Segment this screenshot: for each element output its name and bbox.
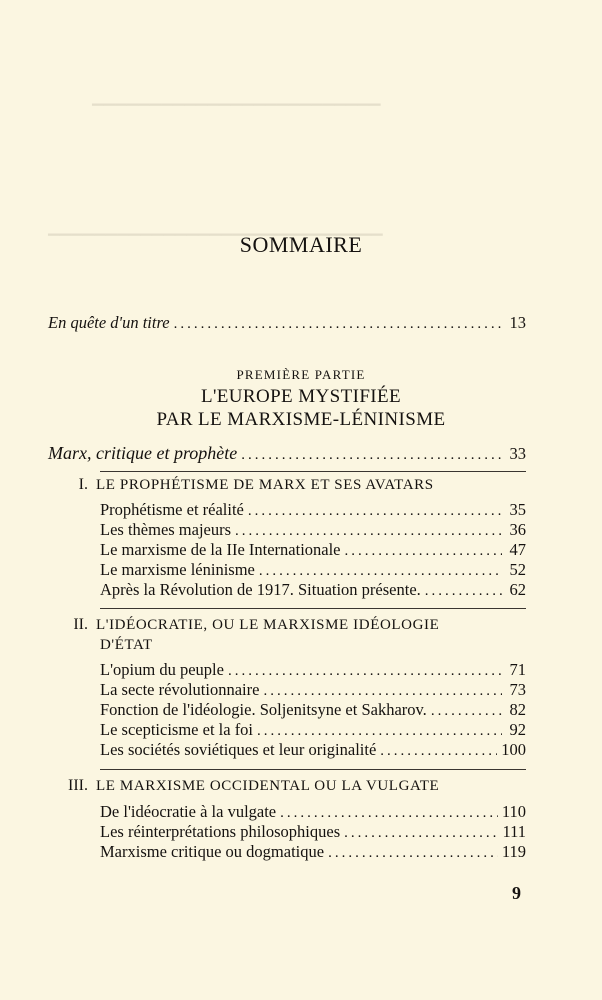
dot-leader [174,314,502,334]
toc-entry-page: 33 [509,444,526,463]
dot-leader [248,501,502,521]
toc-entry-section[interactable] [48,443,526,465]
toc-entry-label: Les sociétés soviétiques et leur originalité [100,740,377,759]
toc-entry-page: 119 [501,842,526,861]
toc-entry-label: La secte révolutionnaire [100,680,260,699]
page-number: 9 [512,883,521,903]
chapter-heading[interactable] [48,476,434,494]
toc-entry[interactable] [100,560,526,581]
page-title: SOMMAIRE [239,232,363,257]
toc-entry[interactable] [100,680,526,701]
toc-entry-page: 47 [509,540,526,559]
toc-entry-label: Les réinterprétations philosophiques [100,822,341,841]
toc-entry-page: 52 [509,560,526,579]
toc-entry-label: Après la Révolution de 1917. Situation présente. [100,580,421,599]
toc-entry-page: 35 [509,500,526,519]
chapter-title: LE MARXISME OCCIDENTAL OU LA VULGATE [96,778,440,794]
toc-entry-page: 13 [509,313,526,332]
toc-entry-label: En quête d'un titre [48,313,170,332]
dot-leader [344,823,498,843]
divider [100,471,526,472]
dot-leader [257,721,502,741]
toc-entry-label: De l'idéocratie à la vulgate [100,802,277,821]
dot-leader [425,581,502,601]
part-title-line1: L'EUROPE MYSTIFIÉE [200,386,402,407]
chapter-number: II. [73,616,88,633]
toc-entry[interactable] [100,822,526,843]
dot-leader [328,843,498,863]
toc-entry-label: Fonction de l'idéologie. Soljenitsyne et Sakharov. [100,700,427,719]
toc-entry[interactable] [100,540,526,561]
toc-entry-page: 110 [501,802,526,821]
toc-entry-label: Le marxisme de la IIe Internationale [100,540,341,559]
dot-leader [263,681,502,701]
part-title-line2: PAR LE MARXISME-LÉNINISME [156,409,446,430]
dot-leader [280,803,498,823]
chapter-title: LE PROPHÉTISME DE MARX ET SES AVATARS [96,477,434,493]
toc-entry[interactable] [100,740,526,761]
divider [100,608,526,609]
toc-entry[interactable] [100,842,526,863]
dot-leader [241,445,502,465]
chapter-heading[interactable] [48,777,439,795]
part-label: PREMIÈRE PARTIE [236,367,366,382]
dot-leader [380,741,497,761]
dot-leader [228,661,502,681]
toc-entry-page: 36 [509,520,526,539]
toc-entry[interactable] [100,660,526,681]
chapter-title-continuation [100,637,153,654]
chapter-heading[interactable] [48,616,439,634]
toc-entry-page: 73 [509,680,526,699]
divider [100,769,526,770]
toc-entry[interactable] [100,720,526,741]
toc-entry-page: 100 [501,740,526,759]
toc-entry-label: Marx, critique et prophète [48,443,238,463]
toc-entry-page: 82 [509,700,526,719]
toc-entry[interactable] [100,500,526,521]
toc-entry-label: Les thèmes majeurs [100,520,232,539]
chapter-title-line2: D'ÉTAT [100,637,153,653]
toc-entry[interactable] [100,802,526,823]
bleed-through-text: ▁▁▁▁▁▁▁▁▁▁▁▁▁▁▁▁▁▁▁▁▁▁▁▁▁ [92,90,381,106]
toc-entry-page: 111 [502,822,526,841]
toc-entry-intro[interactable] [48,313,526,334]
toc-entry-page: 92 [509,720,526,739]
toc-entry-label: Le scepticisme et la foi [100,720,254,739]
toc-entry-label: Prophétisme et réalité [100,500,244,519]
toc-entry-page: 62 [509,580,526,599]
toc-entry-label: L'opium du peuple [100,660,224,679]
dot-leader [345,541,502,561]
dot-leader [259,561,502,581]
toc-entry[interactable] [100,520,526,541]
toc-entry-label: Le marxisme léninisme [100,560,255,579]
chapter-number: III. [68,777,88,794]
bleed-through-text: ▁▁▁▁▁▁▁▁▁▁▁▁▁▁▁▁▁▁▁▁▁▁▁▁▁▁▁▁▁ [48,220,383,236]
chapter-title-line1: L'IDÉOCRATIE, OU LE MARXISME IDÉOLOGIE [96,617,440,633]
chapter-number: I. [78,476,88,493]
toc-entry-label: Marxisme critique ou dogmatique [100,842,325,861]
dot-leader [235,521,502,541]
toc-entry-page: 71 [509,660,526,679]
dot-leader [431,701,502,721]
toc-entry[interactable] [100,700,526,721]
toc-entry[interactable] [100,580,526,601]
